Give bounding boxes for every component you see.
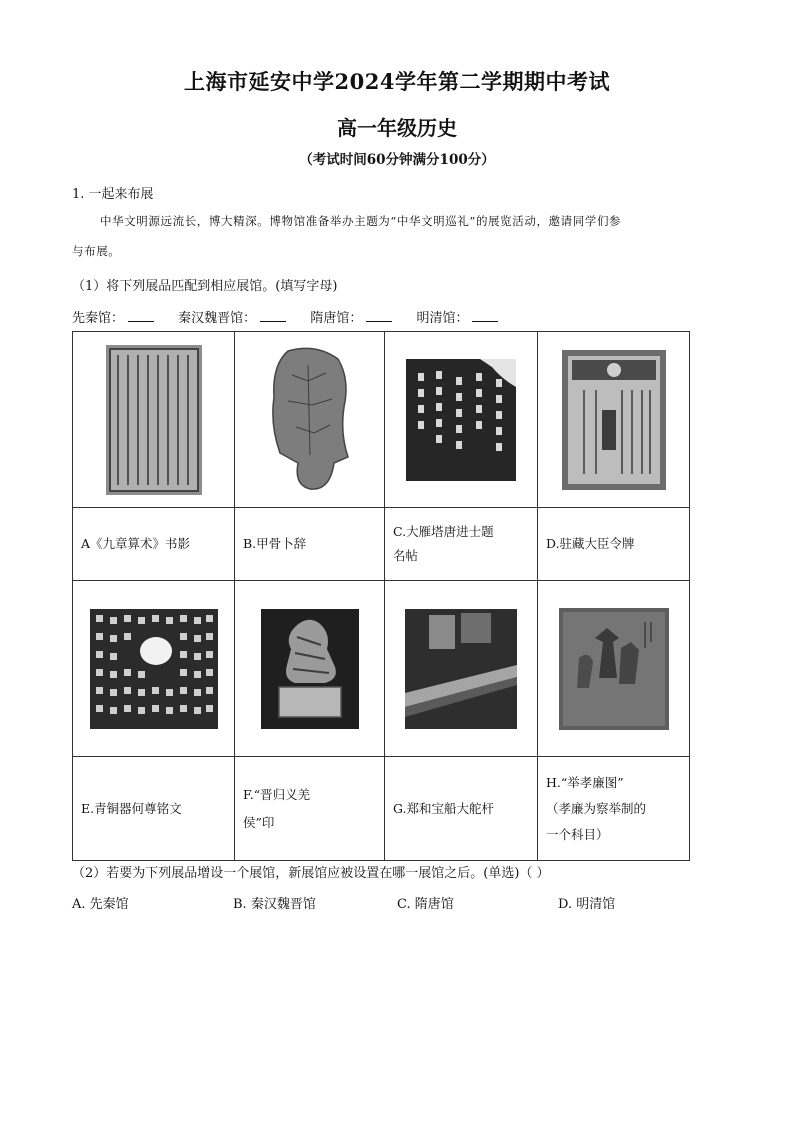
table-row xyxy=(73,508,690,581)
exhibit-caption-g xyxy=(385,757,538,861)
caption-text: B.甲骨卜辞 xyxy=(243,536,307,551)
exhibit-caption-e xyxy=(73,757,235,861)
exam-subtitle: 高一年级历史 xyxy=(337,116,457,140)
exhibit-image-cell-d xyxy=(538,332,690,508)
option-c[interactable] xyxy=(397,893,454,912)
exhibit-caption-c xyxy=(385,508,538,581)
table-row xyxy=(73,332,690,508)
subquestion-1: （1）将下列展品匹配到相应展馆。(填写字母) xyxy=(72,279,338,294)
caption-text-line3: 一个科目） xyxy=(546,826,609,842)
exhibit-image-cell-f xyxy=(235,581,385,757)
caption-text-line1: C.大雁塔唐进士题 xyxy=(393,524,494,539)
answer-blank-sui-tang[interactable] xyxy=(366,309,392,322)
table-row xyxy=(73,757,690,861)
intro-text-line2: 与布展。 xyxy=(72,244,121,258)
exhibit-caption-a xyxy=(73,508,235,581)
answer-blank-qin-han-wei-jin[interactable] xyxy=(260,309,286,322)
option-letter: D. xyxy=(558,897,573,912)
ancient-book-photo-icon xyxy=(106,345,202,495)
option-a[interactable] xyxy=(72,893,129,912)
option-text: 隋唐馆 xyxy=(414,897,454,912)
answer-blank-ming-qing[interactable] xyxy=(472,309,498,322)
seal-photo-icon xyxy=(261,609,359,729)
exhibit-table xyxy=(72,331,690,861)
oracle-bone-photo-icon xyxy=(268,345,352,495)
hall-label-ming-qing: 明清馆： xyxy=(416,311,469,326)
caption-text-line1: H.“举孝廉图” xyxy=(546,774,624,790)
exam-title: 上海市延安中学2024学年第二学期期中考试 xyxy=(184,69,610,94)
question-heading: 1. 一起来布展 xyxy=(72,187,154,202)
caption-text: G.郑和宝船大舵杆 xyxy=(393,800,495,816)
hall-label-pre-qin: 先秦馆： xyxy=(72,311,125,326)
caption-text-line2: 侯”印 xyxy=(243,814,275,830)
option-text: 明清馆 xyxy=(576,897,616,912)
hall-label-sui-tang: 隋唐馆： xyxy=(310,311,363,326)
exam-info: （考试时间60分钟满分100分） xyxy=(299,152,495,168)
exhibit-caption-b xyxy=(235,508,385,581)
answer-blank-pre-qin[interactable] xyxy=(128,309,154,322)
hall-label-qin-han-wei-jin: 秦汉魏晋馆： xyxy=(178,311,257,326)
bronze-inscription-photo-icon xyxy=(90,609,218,729)
caption-text-line1: F.“晋归义羌 xyxy=(243,786,311,802)
exhibit-image-cell-h xyxy=(538,581,690,757)
caption-text: D.驻藏大臣令牌 xyxy=(546,536,635,551)
exhibit-image-cell-a xyxy=(73,332,235,508)
intro-text-line1: 中华文明源远流长，博大精深。博物馆准备举办主题为“中华文明巡礼”的展览活动，邀请同学们参 xyxy=(100,214,622,228)
caption-text-line2: 名帖 xyxy=(393,548,419,563)
stele-rubbing-photo-icon xyxy=(406,359,516,481)
exhibit-image-cell-c xyxy=(385,332,538,508)
table-row xyxy=(73,581,690,757)
option-text: 秦汉魏晋馆 xyxy=(250,897,316,912)
exhibit-caption-f xyxy=(235,757,385,861)
caption-text: E.青铜器何尊铭文 xyxy=(81,800,182,816)
mural-painting-photo-icon xyxy=(559,608,669,730)
option-letter: B. xyxy=(233,897,247,912)
official-token-photo-icon xyxy=(562,350,666,490)
exhibit-caption-d xyxy=(538,508,690,581)
exhibit-image-cell-g xyxy=(385,581,538,757)
option-d[interactable] xyxy=(558,893,615,912)
exhibit-image-cell-e xyxy=(73,581,235,757)
option-letter: C. xyxy=(397,897,411,912)
option-b[interactable] xyxy=(233,893,316,912)
hall-answer-blanks xyxy=(72,307,518,326)
exhibit-caption-h xyxy=(538,757,690,861)
subquestion-2: （2）若要为下列展品增设一个展馆，新展馆应被设置在哪一展馆之后。(单选)（ ） xyxy=(72,866,550,881)
option-text: 先秦馆 xyxy=(89,897,129,912)
option-letter: A. xyxy=(72,897,86,912)
exhibit-image-cell-b xyxy=(235,332,385,508)
caption-text-line2: （孝廉为察举制的 xyxy=(546,800,647,816)
rudder-post-photo-icon xyxy=(405,609,517,729)
caption-text: A《九章算术》书影 xyxy=(81,536,191,551)
